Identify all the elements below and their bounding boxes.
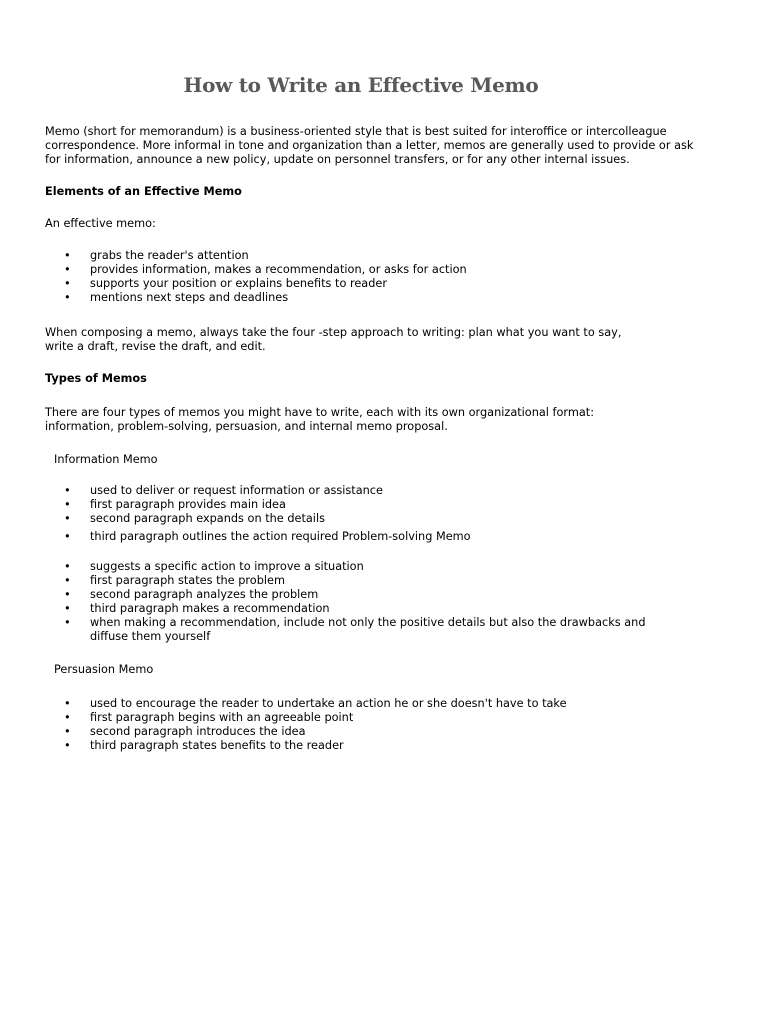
elements-heading: Elements of an Effective Memo <box>45 185 242 198</box>
list-item: • provides information, makes a recommendation, or asks for action <box>64 263 684 277</box>
list-item: • second paragraph introduces the idea <box>64 725 684 739</box>
information-memo-list <box>64 484 684 526</box>
list-item: • used to encourage the reader to undertake an action he or she doesn't have to take <box>64 697 684 711</box>
list-item: • mentions next steps and deadlines <box>64 291 684 305</box>
list-item: • grabs the reader's attention <box>64 249 684 263</box>
list-item: • used to deliver or request information or assistance <box>64 484 684 498</box>
list-item: • second paragraph expands on the details <box>64 512 684 526</box>
intro-paragraph: Memo (short for memorandum) is a business-oriented style that is best suited for interoffice or intercolleague correspondence. More informal in tone and organization than a letter, memos are generally used to provide or ask for information, announce a new policy, update on personnel transfers, or for any other internal issues. <box>45 125 694 166</box>
persuasion-memo-label: Persuasion Memo <box>54 663 154 676</box>
list-item: • when making a recommendation, include not only the positive details but also the drawbacks and diffuse them yourself <box>64 616 670 644</box>
list-item: • second paragraph analyzes the problem <box>64 588 684 602</box>
document-title: How to Write an Effective Memo <box>183 73 539 97</box>
persuasion-memo-list <box>64 697 684 753</box>
elements-lead: An effective memo: <box>45 217 156 230</box>
types-lead: There are four types of memos you might have to write, each with its own organizational format: information, problem-solving, persuasion, and internal memo proposal. <box>45 406 595 433</box>
types-heading: Types of Memos <box>45 372 147 385</box>
problem-memo-list <box>64 560 684 644</box>
list-item: • first paragraph states the problem <box>64 574 684 588</box>
elements-list <box>64 249 684 305</box>
list-item: • third paragraph outlines the action required Problem-solving Memo <box>64 530 684 544</box>
list-item: • third paragraph states benefits to the reader <box>64 739 684 753</box>
list-item: • supports your position or explains benefits to reader <box>64 277 684 291</box>
composing-paragraph: When composing a memo, always take the four -step approach to writing: plan what you want to say, write a draft, revise the draft, and edit. <box>45 326 622 353</box>
information-memo-list-cont <box>64 530 684 544</box>
list-item: • third paragraph makes a recommendation <box>64 602 684 616</box>
list-item: • first paragraph provides main idea <box>64 498 684 512</box>
list-item: • first paragraph begins with an agreeable point <box>64 711 684 725</box>
information-memo-label: Information Memo <box>54 453 158 466</box>
list-item: • suggests a specific action to improve a situation <box>64 560 684 574</box>
